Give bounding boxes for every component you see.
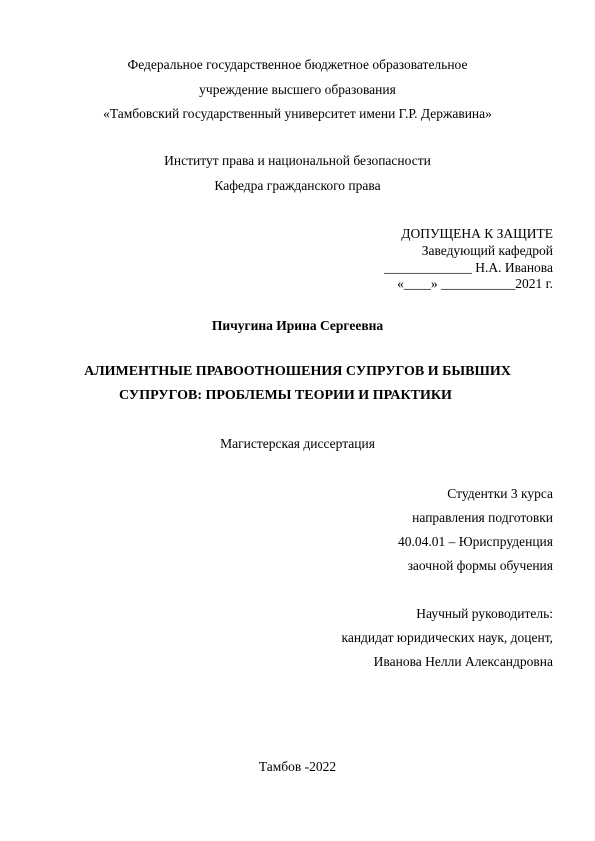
student-study-form: заочной формы обучения <box>407 558 553 573</box>
thesis-title-line-1: АЛИМЕНТНЫЕ ПРАВООТНОШЕНИЯ СУПРУГОВ И БЫВШИХ <box>84 364 511 379</box>
department-name: Кафедра гражданского права <box>214 178 381 193</box>
supervisor-name: Иванова Нелли Александровна <box>373 654 553 669</box>
approval-heading: ДОПУЩЕНА К ЗАЩИТЕ <box>401 226 553 241</box>
institute-name: Институт права и национальной безопасности <box>164 153 431 168</box>
author-name: Пичугина Ирина Сергеевна <box>211 318 384 333</box>
student-direction-code: 40.04.01 – Юриспруденция <box>397 534 553 549</box>
organization-line-1: Федеральное государственное бюджетное образовательное <box>127 57 468 72</box>
university-name: «Тамбовский государственный университет имени Г.Р. Державина» <box>103 106 492 121</box>
supervisor-degree: кандидат юридических наук, доцент, <box>341 630 553 645</box>
student-course: Студентки 3 курса <box>447 486 553 501</box>
approval-role: Заведующий кафедрой <box>421 243 553 258</box>
approval-date: «____» ___________2021 г. <box>397 276 553 291</box>
thesis-title-line-2: СУПРУГОВ: ПРОБЛЕМЫ ТЕОРИИ И ПРАКТИКИ <box>119 388 452 403</box>
organization-line-2: учреждение высшего образования <box>199 82 396 97</box>
approval-signature: _____________ Н.А. Иванова <box>384 260 553 275</box>
supervisor-heading: Научный руководитель: <box>416 606 553 621</box>
work-type: Магистерская диссертация <box>220 436 375 451</box>
student-direction-label: направления подготовки <box>412 510 553 525</box>
city-year: Тамбов -2022 <box>258 759 337 774</box>
